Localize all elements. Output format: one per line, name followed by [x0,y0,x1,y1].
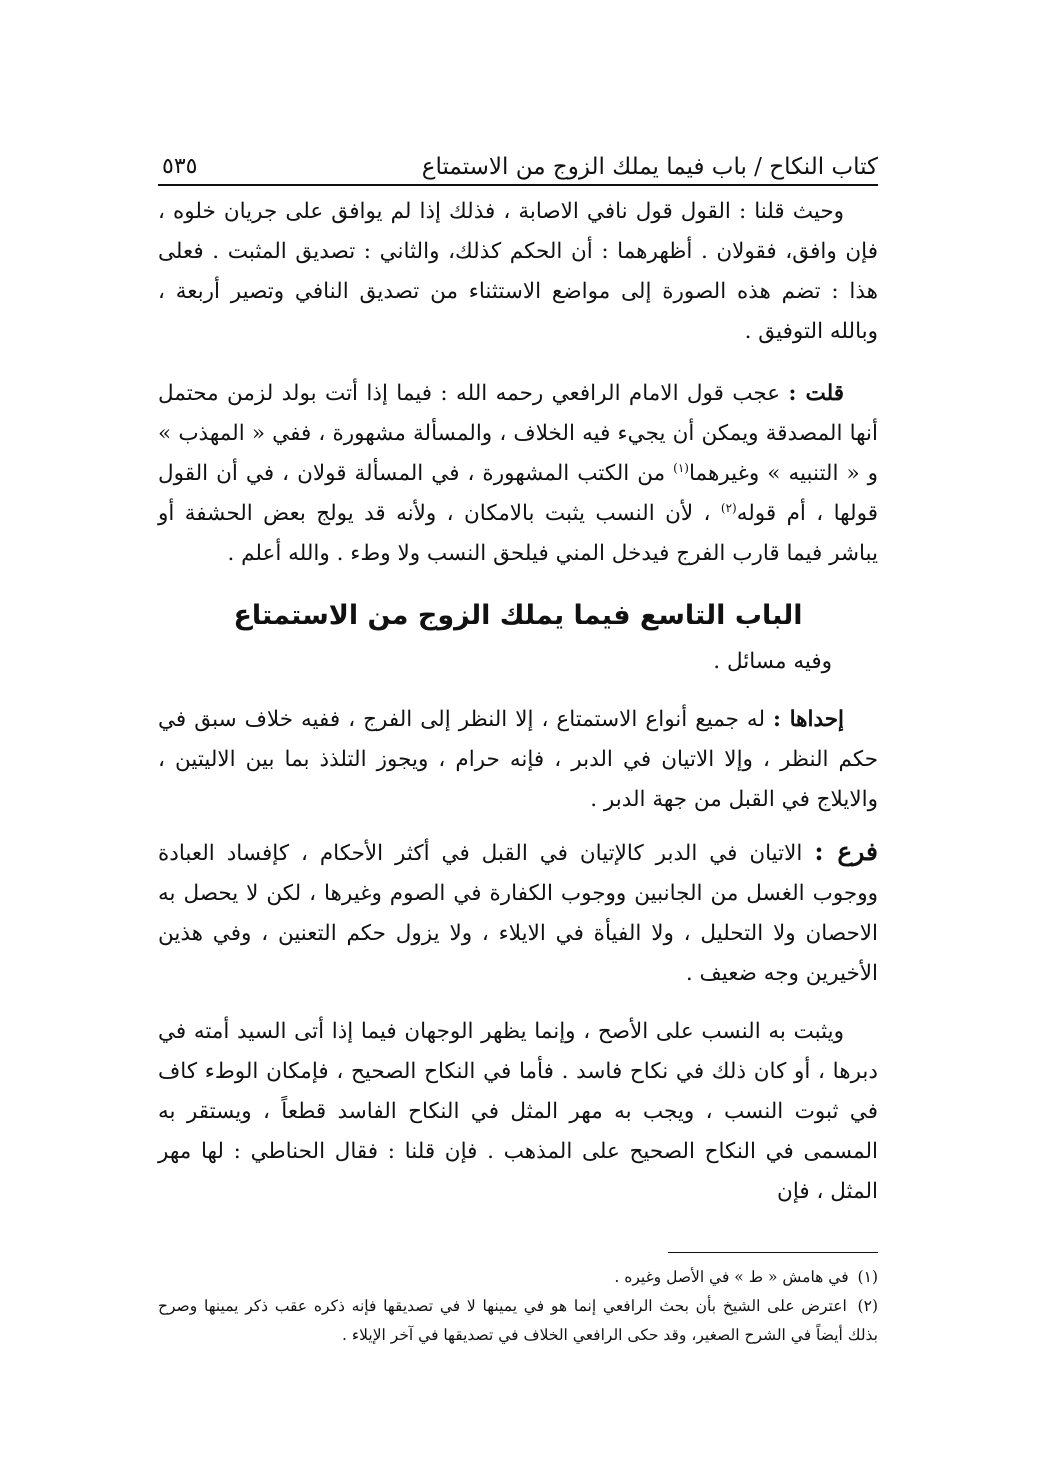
footnote-text: في هامش « ط » في الأصل وغيره . [614,1268,849,1286]
paragraph-lead-ihdaha: إحداها : [773,707,844,732]
paragraph-lead-far: فرع : [814,837,878,866]
footnote-ref-1: (١) [673,460,689,475]
paragraph-text: الاتيان في الدبر كالإتيان في القبل في أكثر الأحكام ، كإفساد العبادة ووجوب الغسل من الجانبين ووجوب الكفارة في الصوم وغيرها ، لكن لا يحصل به الاحصان ولا التحليل ، ولا الفيأة في الايلاء ، ولا يزول حكم التعنين ، وفي هذين الأخيرين وجه ضعيف . [158,841,878,986]
footnote-ref-2: (٢) [720,500,737,515]
paragraph-qultu [158,374,878,574]
chapter-title: الباب التاسع فيما يملك الزوج من الاستمتاع [233,600,803,631]
page-number: ٥٣٥ [162,154,198,179]
paragraph-ihdaha [158,700,878,820]
footnote-text: اعترض على الشيخ بأن بحث الرافعي إنما هو في يمينها لا في تصديقها فإنه ذكره عقب ذكر يمينها وصرح بذلك أيضاً في الشرح الصغير، وقد حكى الرافعي الخلاف في تصديقها في آخر الإيلاء . [158,1297,878,1344]
header-title: كتاب النكاح / باب فيما يملك الزوج من الاستمتاع [421,154,878,180]
paragraph-far [158,832,878,994]
header-rule [158,184,878,186]
footnote-number: (٢) [857,1297,878,1315]
chapter-intro: وفيه مسائل . [713,649,832,674]
paragraph-wahaythu: وحيث قلنا : القول قول نافي الاصابة ، فذلك إذا لم يوافق على جريان خلوه ، فإن وافق، فقولان . أظهرهما : أن الحكم كذلك، والثاني : تصديق المثبت . فعلى هذا : تضم هذه الصورة إلى مواضع الاستثناء من تصديق النافي وتصير أربعة ، وبالله التوفيق . [158,199,878,344]
paragraph-text: ، لأن النسب يثبت بالامكان ، ولأنه قد يولج بعض الحشفة أو يباشر فيما قارب الفرج فيدخل المني فيلحق النسب ولا وطء . والله أعلم . [158,501,878,566]
footnote-2 [158,1292,878,1350]
paragraph-lead-qultu: قلت : [788,381,844,406]
paragraph-yathbut: ويثبت به النسب على الأصح ، وإنما يظهر الوجهان فيما إذا أتى السيد أمته في دبرها ، أو كان ذلك في نكاح فاسد . فأما في النكاح الصحيح ، فإمكان الوطء كاف في ثبوت النسب ، ويجب به مهر المثل في النكاح الفاسد قطعاً ، ويستقر به المسمى في النكاح الصحيح على المذهب . فإن قلنا : فقال الحناطي : لها مهر المثل ، فإن [158,1019,878,1204]
footnote-rule [668,1252,878,1253]
paragraph-text: من الكتب المشهورة ، في المسألة قولان ، في أن القول قولها ، أم قوله [158,461,878,526]
running-header [158,140,878,182]
paragraph-text: عجب قول الامام الرافعي رحمه الله : فيما إذا أتت بولد لزمن محتمل أنها المصدقة ويمكن أن يجيء فيه الخلاف ، والمسألة مشهورة ، ففي « المهذب » و « التنبيه » وغيرهما [158,381,879,486]
paragraph-text: له جميع أنواع الاستمتاع ، إلا النظر إلى الفرج ، ففيه خلاف سبق في حكم النظر ، وإلا الاتيان في الدبر ، فإنه حرام ، ويجوز التلذذ بما بين الاليتين ، والايلاج في القبل من جهة الدبر . [158,707,878,812]
footnote-number: (١) [857,1268,878,1286]
book-page [158,140,878,1350]
footnote-1 [158,1263,878,1292]
